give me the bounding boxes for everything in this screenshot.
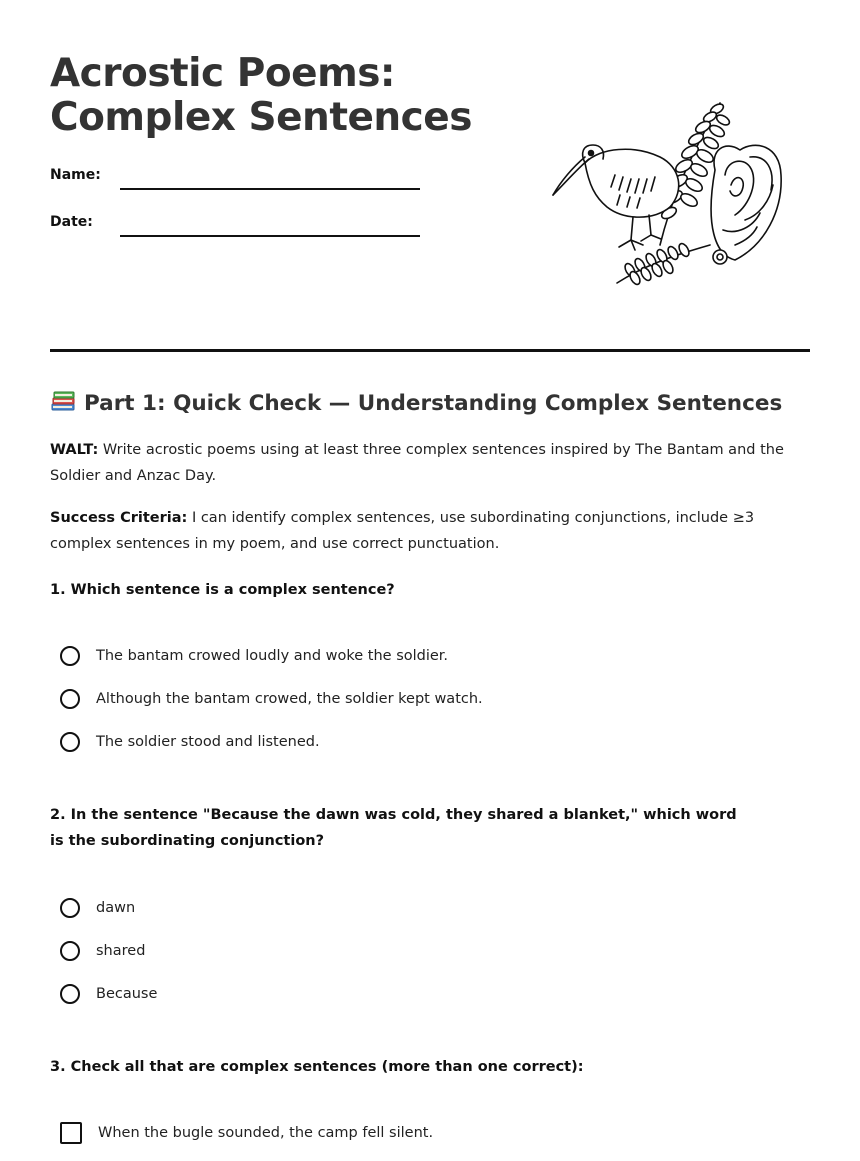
question-2: 2. In the sentence "Because the dawn was cold, they shared a blanket," which word is the subordinating conjunction? [50, 807, 737, 849]
date-field[interactable] [50, 214, 420, 244]
q2-option-a-label: dawn [96, 900, 136, 916]
q1-option-a-radio[interactable] [60, 646, 80, 666]
books-icon [50, 388, 76, 414]
q2-option-b-radio[interactable] [60, 941, 80, 961]
q1-option-c[interactable] [60, 729, 320, 755]
walt-label: WALT: [50, 442, 99, 458]
part1-title: Part 1: Quick Check — Understanding Complex Sentences [84, 391, 783, 416]
q1-option-b[interactable] [60, 686, 483, 712]
worksheet-title [50, 52, 472, 140]
q1-option-b-label: Although the bantam crowed, the soldier kept watch. [96, 691, 483, 707]
q2-option-c[interactable] [60, 981, 157, 1007]
kiwi-bird-fern-koru-icon [545, 95, 790, 290]
q1-option-a[interactable] [60, 643, 448, 669]
walt-text: Write acrostic poems using at least three complex sentences inspired by The Bantam and the Soldier and Anzac Day. [50, 442, 784, 484]
q2-option-c-label: Because [96, 986, 158, 1002]
name-line[interactable] [120, 188, 420, 190]
name-field[interactable] [50, 167, 420, 197]
q1-option-c-label: The soldier stood and listened. [96, 734, 320, 750]
success-criteria-paragraph [50, 506, 820, 557]
success-criteria-text: I can identify complex sentences, use subordinating conjunctions, include ≥3 complex sentences in my poem, and use correct punctuation. [50, 510, 755, 552]
question-3: 3. Check all that are complex sentences (more than one correct): [50, 1059, 584, 1075]
success-criteria-label: Success Criteria: [50, 510, 188, 526]
title-line-1: Acrostic Poems: [50, 51, 396, 96]
q1-option-b-radio[interactable] [60, 689, 80, 709]
part1-heading [50, 388, 782, 416]
q2-option-a[interactable] [60, 895, 135, 921]
section-divider [50, 349, 810, 352]
walt-paragraph [50, 438, 820, 489]
title-line-2: Complex Sentences [50, 95, 472, 140]
q2-option-b-label: shared [96, 943, 146, 959]
q2-option-c-radio[interactable] [60, 984, 80, 1004]
q3-option-a-label: When the bugle sounded, the camp fell silent. [98, 1125, 434, 1141]
q2-option-b[interactable] [60, 938, 145, 964]
name-label: Name: [50, 167, 101, 183]
q3-option-a-checkbox[interactable] [60, 1122, 82, 1144]
q3-option-a[interactable] [60, 1120, 433, 1146]
q1-option-c-radio[interactable] [60, 732, 80, 752]
q2-option-a-radio[interactable] [60, 898, 80, 918]
q1-option-a-label: The bantam crowed loudly and woke the soldier. [96, 648, 449, 664]
date-label: Date: [50, 214, 93, 230]
date-line[interactable] [120, 235, 420, 237]
question-1: 1. Which sentence is a complex sentence? [50, 582, 395, 598]
